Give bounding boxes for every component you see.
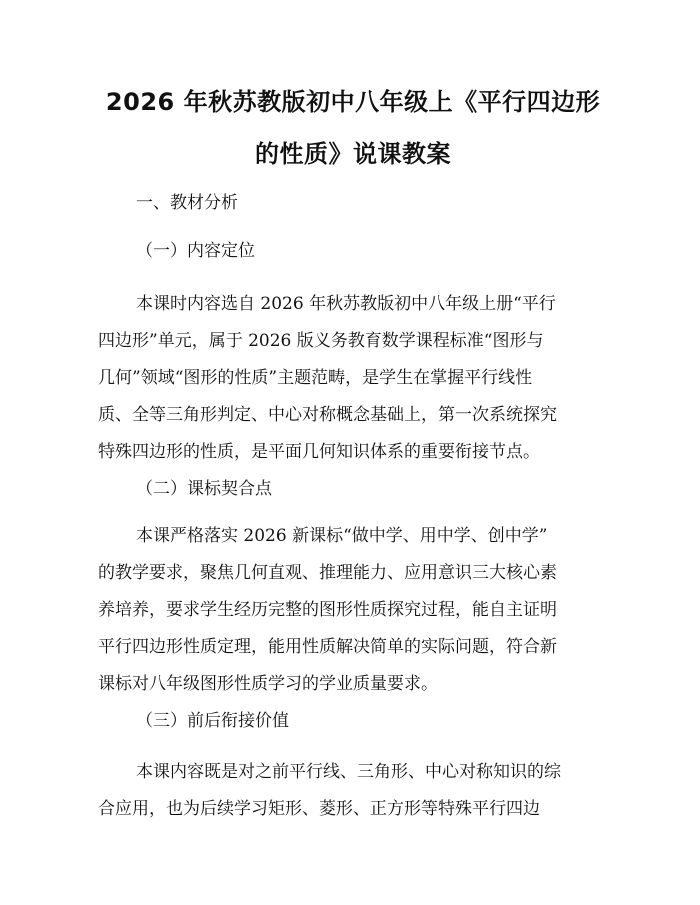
paragraph-line: 四边形”单元，属于 2026 版义务教育数学课程标准“图形与 — [98, 331, 544, 351]
subsection-heading-connection-value: （三）前后衔接价值 — [136, 711, 289, 731]
paragraph-line: 质、全等三角形判定、中心对称概念基础上，第一次系统探究 — [98, 405, 557, 425]
title-line-1: 2026 年秋苏教版初中八年级上《平行四边形 — [105, 88, 601, 116]
paragraph-line: 本课时内容选自 2026 年秋苏教版初中八年级上册“平行 — [136, 294, 556, 314]
paragraph-line: 养培养，要求学生经历完整的图形性质探究过程，能自主证明 — [98, 600, 557, 620]
paragraph-line: 几何”领域“图形的性质”主题范畴，是学生在掌握平行线性 — [98, 368, 533, 388]
paragraph-line: 合应用，也为后续学习矩形、菱形、正方形等特殊平行四边 — [98, 799, 540, 819]
subsection-heading-curriculum-alignment: （二）课标契合点 — [136, 479, 272, 499]
paragraph-line: 平行四边形性质定理，能用性质解决简单的实际问题，符合新 — [98, 637, 557, 657]
paragraph-line: 课标对八年级图形性质学习的学业质量要求。 — [98, 674, 438, 694]
paragraph-line: 本课内容既是对之前平行线、三角形、中心对称知识的综 — [136, 762, 561, 782]
paragraph-connection-value — [98, 754, 608, 828]
paragraph-content-positioning — [98, 286, 608, 471]
title-line-2: 的性质》说课教案 — [255, 140, 451, 168]
subsection-heading-content-positioning: （一）内容定位 — [136, 241, 255, 261]
paragraph-curriculum-alignment — [98, 518, 608, 703]
paragraph-line: 本课严格落实 2026 新课标“做中学、用中学、创中学” — [136, 526, 548, 546]
section-heading-textbook-analysis: 一、教材分析 — [136, 193, 238, 213]
document-title — [98, 76, 608, 180]
paragraph-line: 特殊四边形的性质，是平面几何知识体系的重要衔接节点。 — [98, 442, 540, 462]
paragraph-line: 的教学要求，聚焦几何直观、推理能力、应用意识三大核心素 — [98, 563, 557, 583]
